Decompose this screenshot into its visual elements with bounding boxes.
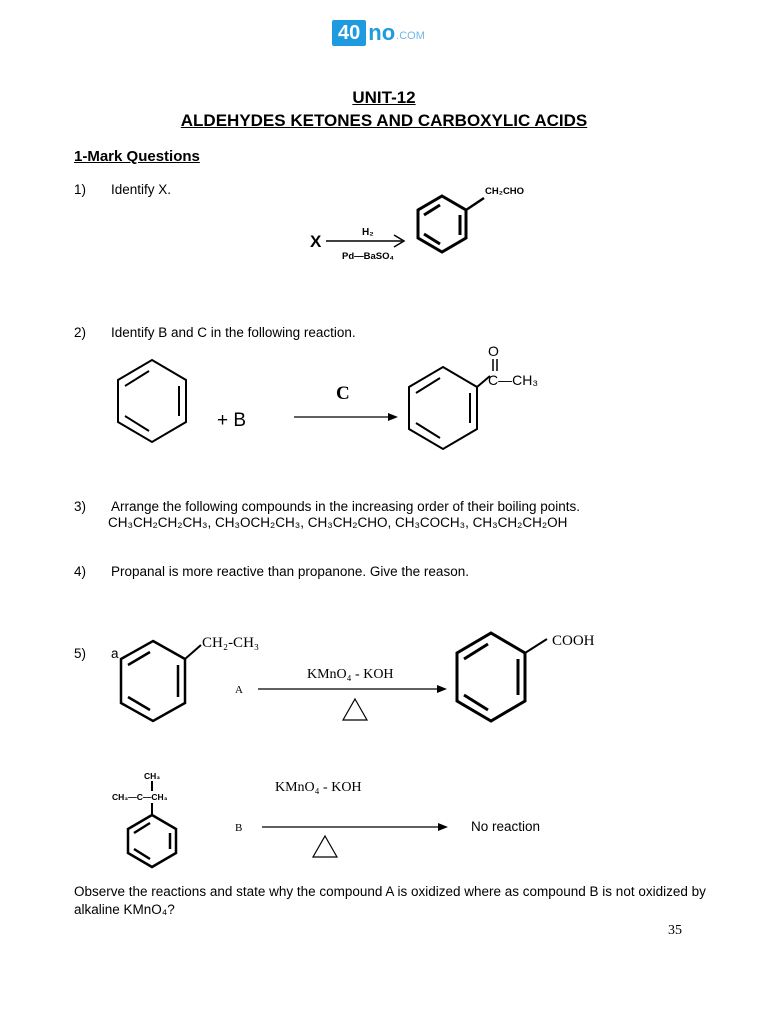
question-5-number: 5)	[74, 646, 87, 661]
benzene-ring	[418, 196, 466, 252]
unit-title: UNIT-12	[352, 88, 416, 107]
reagent-kmno4-koh: KMnO₄ - KOH	[307, 667, 394, 682]
site-logo	[332, 20, 425, 46]
question-3-text: Arrange the following compounds in the increasing order of their boiling points.	[111, 499, 581, 514]
arrow-head	[437, 685, 447, 693]
tert-butyl-top-ch3: CH₃	[144, 771, 161, 781]
reagent-kmno4-koh: KMnO₄ - KOH	[275, 780, 362, 795]
product-ch2cho: CH₂CHO	[485, 186, 525, 197]
section-title: 1-Mark Questions	[74, 148, 200, 165]
reagent-c: C	[336, 383, 350, 404]
logo-badge: 40	[332, 20, 366, 46]
reactant-x: X	[310, 232, 322, 251]
closing-question: Observe the reactions and state why the compound A is oxidized where as compound B is not oxidized by alkaline KMnO₄?	[74, 884, 706, 917]
acetyl-group: C—CH₃	[488, 372, 539, 388]
question-2-number: 2)	[74, 325, 87, 340]
heat-triangle-icon	[343, 699, 367, 720]
compound-label-b: B	[235, 822, 243, 834]
question-2-text: Identify B and C in the following reaction.	[111, 325, 356, 340]
benzene-ring	[121, 641, 185, 721]
reaction-scheme-1	[300, 180, 550, 285]
product-cooh: COOH	[552, 633, 595, 649]
benzene-ring	[457, 633, 525, 721]
question-1-text: Identify X.	[111, 182, 172, 197]
logo-text: no	[368, 20, 396, 45]
reaction-scheme-2	[100, 340, 580, 465]
question-3-compounds: CH₃CH₂CH₂CH₃, CH₃OCH₂CH₃, CH₃CH₂CHO, CH₃COCH₃, CH₃CH₂CH₂OH	[108, 515, 568, 530]
question-4-text: Propanal is more reactive than propanone. Give the reason.	[111, 564, 469, 579]
question-5-part: a	[111, 646, 119, 661]
ethyl-substituent: CH₂-CH₃	[202, 635, 260, 651]
question-1-number: 1)	[74, 182, 87, 197]
benzene-ring	[128, 815, 176, 867]
carbonyl-oxygen: O	[488, 343, 499, 359]
reaction-scheme-5a	[115, 625, 635, 735]
tert-butyl-side: CH₃—C—CH₃	[112, 792, 168, 802]
chapter-title: ALDEHYDES KETONES AND CARBOXYLIC ACIDS	[180, 111, 588, 130]
reagent-catalyst: Pd—BaSO₄	[342, 251, 395, 262]
reagent-h2: H₂	[362, 227, 374, 238]
no-reaction-label: No reaction	[471, 819, 541, 834]
reaction-scheme-5b	[105, 765, 565, 875]
page-number: 35	[668, 923, 682, 938]
arrow-head	[438, 823, 448, 831]
compound-label-a: A	[235, 684, 243, 696]
benzene-ring	[409, 367, 477, 449]
logo-tld: .COM	[396, 30, 425, 42]
arrow-head	[388, 413, 398, 421]
heat-triangle-icon	[313, 836, 337, 857]
question-4-number: 4)	[74, 564, 87, 579]
question-3-number: 3)	[74, 499, 87, 514]
benzene-ring	[118, 360, 186, 442]
reagent-b: + B	[217, 410, 247, 431]
